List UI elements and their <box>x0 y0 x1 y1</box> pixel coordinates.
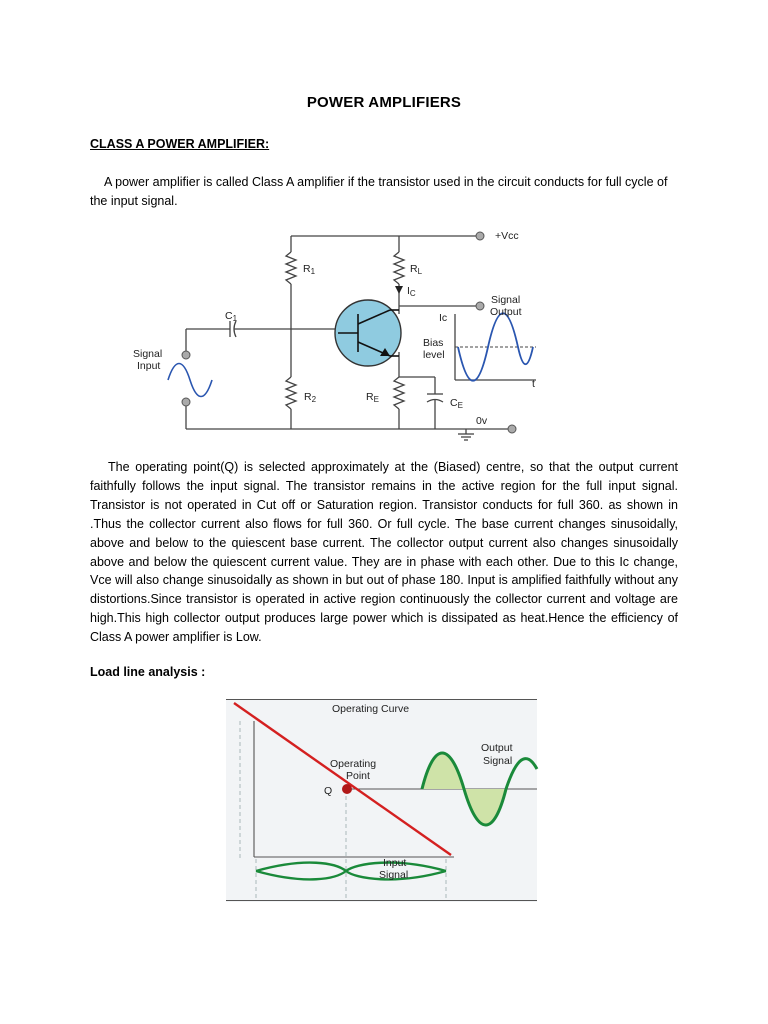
q-label: Q <box>324 785 333 797</box>
page-title: POWER AMPLIFIERS <box>306 94 462 111</box>
input-signal-label: Input <box>383 857 407 869</box>
svg-text:Ic: Ic <box>439 312 448 324</box>
vcc-label: +Vcc <box>495 230 519 242</box>
svg-text:IC: IC <box>407 285 416 298</box>
operating-point-label: Operating <box>330 758 377 770</box>
signal-input-label: Signal <box>133 348 163 360</box>
class-a-circuit-diagram <box>128 222 548 447</box>
output-signal-label: Output <box>481 742 513 754</box>
operating-curve-diagram <box>226 699 537 902</box>
svg-text:Point: Point <box>346 770 370 782</box>
operating-curve-title: Operating Curve <box>332 703 410 715</box>
svg-text:C1: C1 <box>225 310 238 323</box>
operating-point-marker <box>342 784 352 794</box>
svg-text:t: t <box>532 378 535 390</box>
svg-text:RL: RL <box>410 263 423 276</box>
signal-output-label: Signal <box>491 294 521 306</box>
svg-text:RE: RE <box>366 391 379 404</box>
svg-text:Signal: Signal <box>379 869 409 881</box>
svg-text:Input: Input <box>137 360 161 372</box>
svg-text:Signal: Signal <box>483 755 513 767</box>
svg-text:Output: Output <box>490 306 522 318</box>
intro-text: A power amplifier is called Class A amplifier if the transistor used in the circuit conducts for full cycle of the input signal. <box>90 175 668 208</box>
load-line-heading: Load line analysis : <box>90 665 206 679</box>
section-heading: CLASS A POWER AMPLIFIER: <box>90 137 270 151</box>
intro-paragraph <box>90 173 678 211</box>
svg-text:level: level <box>423 349 445 361</box>
svg-text:R2: R2 <box>304 391 317 404</box>
svg-text:CE: CE <box>450 397 463 410</box>
svg-text:R1: R1 <box>303 263 316 276</box>
ground-label: 0v <box>476 415 488 427</box>
body-paragraph: The operating point(Q) is selected approximately at the (Biased) centre, so that the output current faithfully follows the input signal. The transistor remains in the active region for the full input signal. Transistor is not operated in Cut off or Saturation region. Transistor conducts for full 360. as shown in .Thus the collector current also flows for full 360. Or full cycle. The base current changes sinusoidally, above and below to the quiescent base current. The collector output current also changes sinusoidally above and below the quiescent current value. They are in phase with each other. Due to this Ic change, Vce will also change sinusoidally as shown in but out of phase 180. Input is amplified faithfully without any distortions.Since transistor is operated in active region continuously the collector current and voltage are high.This high collector output produces large power which is dissipated as heat.Hence the efficiency of Class A power amplifier is Low. <box>90 460 678 645</box>
bias-level-label: Bias <box>423 337 444 349</box>
